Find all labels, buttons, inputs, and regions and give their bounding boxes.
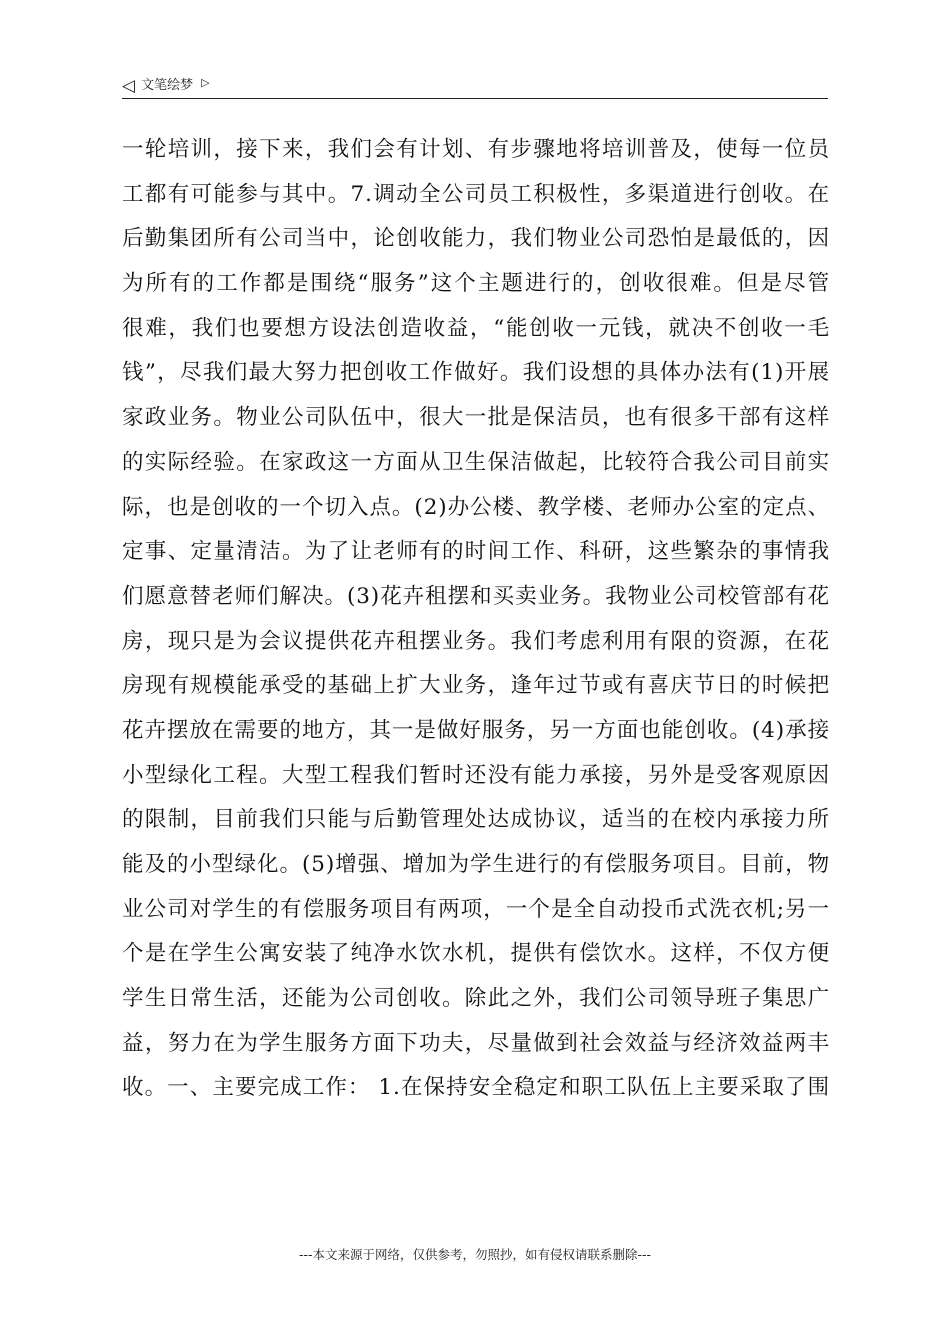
text-line: 的限制，目前我们只能与后勤管理处达成协议，适当的在校内承接力所 (122, 807, 830, 833)
text-line: 定事、定量清洁。为了让老师有的时间工作、科研，这些繁杂的事情我 (122, 539, 830, 565)
text-line: 小型绿化工程。大型工程我们暂时还没有能力承接，另外是受客观原因 (122, 762, 830, 788)
text-line: 们愿意替老师们解决。(3)花卉租摆和买卖业务。我物业公司校管部有花 (122, 583, 830, 609)
text-line: 房现有规模能承受的基础上扩大业务，逢年过节或有喜庆节日的时候把 (122, 673, 830, 699)
footer-disclaimer: ---本文来源于网络，仅供参考，勿照抄，如有侵权请联系删除--- (298, 1247, 652, 1262)
text-line: 个是在学生公寓安装了纯净水饮水机，提供有偿饮水。这样，不仅方便 (122, 941, 830, 967)
text-line: 很难，我们也要想方设法创造收益，“能创收一元钱，就决不创收一毛 (122, 315, 830, 341)
text-line: 际，也是创收的一个切入点。(2)办公楼、教学楼、老师办公室的定点、 (122, 494, 830, 520)
text-line: 后勤集团所有公司当中，论创收能力，我们物业公司恐怕是最低的，因 (122, 226, 830, 252)
body-paragraph (122, 128, 830, 1111)
text-line: 工都有可能参与其中。7.调动全公司员工积极性，多渠道进行创收。在 (122, 181, 830, 207)
text-line: 益，努力在为学生服务方面下功夫，尽量做到社会效益与经济效益两丰 (122, 1030, 830, 1056)
text-line: 花卉摆放在需要的地方，其一是做好服务，另一方面也能创收。(4)承接 (122, 717, 830, 743)
header-title: 文笔绘梦 (141, 78, 194, 93)
text-line: 一轮培训，接下来，我们会有计划、有步骤地将培训普及，使每一位员 (122, 137, 830, 162)
text-line: 收。一、主要完成工作： 1.在保持安全稳定和职工队伍上主要采取了围 (122, 1075, 830, 1101)
page-header (122, 74, 828, 99)
text-line: 房，现只是为会议提供花卉租摆业务。我们考虑利用有限的资源，在花 (122, 628, 830, 654)
text-line: 的实际经验。在家政这一方面从卫生保洁做起，比较符合我公司目前实 (122, 449, 830, 475)
text-line: 能及的小型绿化。(5)增强、增加为学生进行的有偿服务项目。目前，物 (122, 852, 830, 877)
text-line: 为所有的工作都是围绕“服务”这个主题进行的，创收很难。但是尽管 (122, 271, 830, 297)
triangle-right-icon: ▷ (201, 76, 210, 89)
text-line: 学生日常生活，还能为公司创收。除此之外，我们公司领导班子集思广 (122, 986, 830, 1012)
text-line: 钱”，尽我们最大努力把创收工作做好。我们设想的具体办法有(1)开展 (122, 360, 830, 386)
text-line: 家政业务。物业公司队伍中，很大一批是保洁员，也有很多干部有这样 (122, 405, 830, 431)
triangle-left-icon: ◁ (122, 76, 136, 96)
text-line: 业公司对学生的有偿服务项目有两项，一个是全自动投币式洗衣机;另一 (122, 896, 830, 922)
